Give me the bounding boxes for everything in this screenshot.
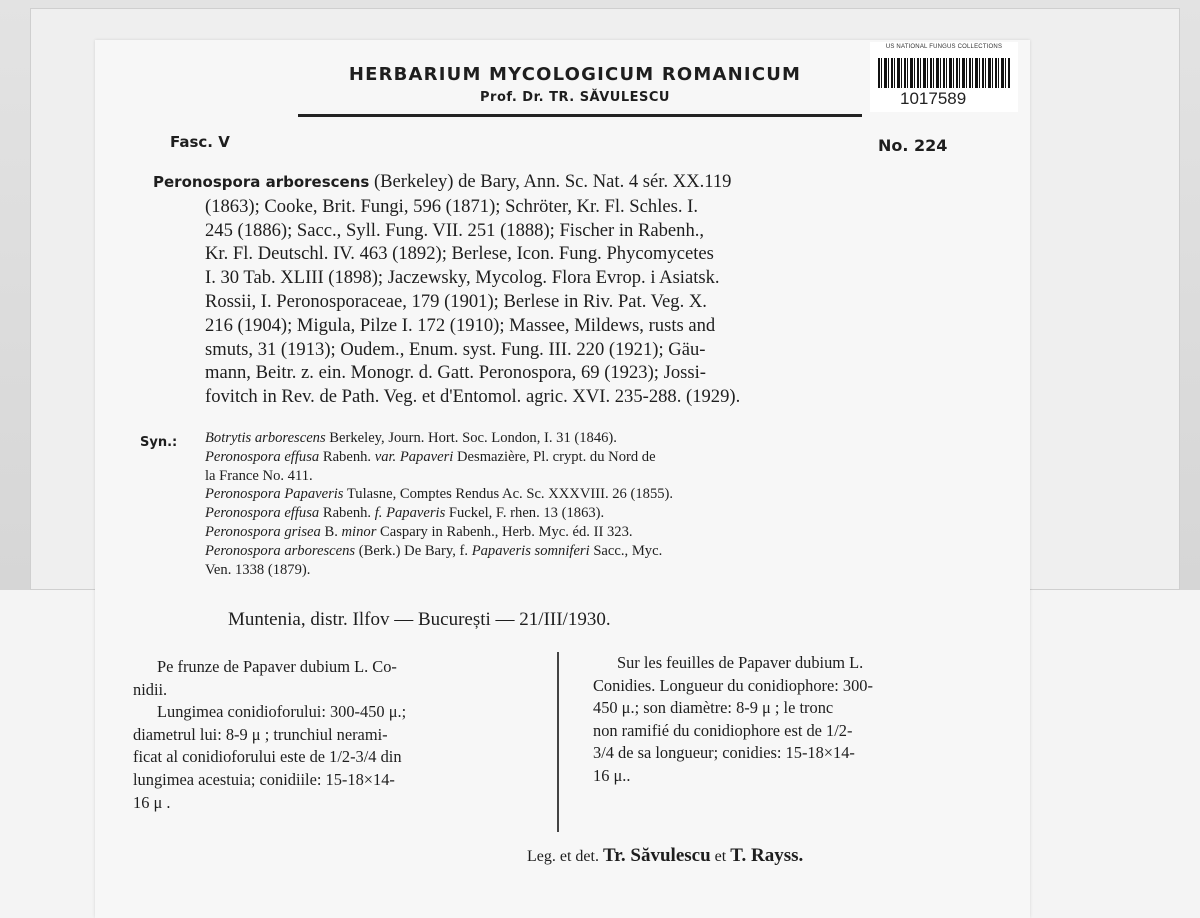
column-divider <box>557 652 559 832</box>
literature-line: fovitch in Rev. de Path. Veg. et d'Entomol. agric. XVI. 235-288. (1929). <box>205 386 741 408</box>
synonyms-block <box>205 429 995 579</box>
collector-name: Tr. Săvulescu <box>602 845 711 866</box>
synonym-line: Peronospora Papaveris Tulasne, Comptes Rendus Ac. Sc. XXXVIII. 26 (1855). <box>205 486 674 503</box>
description-line: lungimea acestuia; conidiile: 15-18×14- <box>133 769 395 789</box>
locality-line: Muntenia, distr. Ilfov — București — 21/III/1930. <box>228 609 611 630</box>
description-line: non ramifié du conidiophore est de 1/2- <box>593 720 853 740</box>
description-line: 16 μ . <box>133 792 171 812</box>
collectors-line: Leg. et det. Tr. Săvulescu et T. Rayss. <box>527 845 804 866</box>
description-line: Lungimea conidioforului: 300-450 μ.; <box>157 702 407 722</box>
description-romanian <box>133 656 543 814</box>
header-rule <box>298 114 862 117</box>
synonym-line: Botrytis arborescens Berkeley, Journ. Hort. Soc. London, I. 31 (1846). <box>205 430 617 446</box>
specimen-number: No. 224 <box>878 136 948 155</box>
synonym-line: Peronospora effusa Rabenh. var. Papaveri Desmazière, Pl. crypt. du Nord de <box>205 448 656 465</box>
literature-line: smuts, 31 (1913); Oudem., Enum. syst. Fung. III. 220 (1921); Gäu- <box>205 338 706 360</box>
description-line: diametrul lui: 8-9 μ ; trunchiul nerami- <box>133 724 388 744</box>
description-french <box>593 652 993 788</box>
description-line: ficat al conidioforului este de 1/2-3/4 din <box>133 747 402 767</box>
description-line: Conidies. Longueur du conidiophore: 300- <box>593 675 873 695</box>
literature-line: 216 (1904); Migula, Pilze I. 172 (1910); Massee, Mildews, rusts and <box>205 314 716 336</box>
barcode-sticker <box>870 42 1018 112</box>
description-line: 3/4 de sa longueur; conidies: 15-18×14- <box>593 743 855 763</box>
literature-line: Kr. Fl. Deutschl. IV. 463 (1892); Berlese, Icon. Fung. Phycomycetes <box>205 243 714 265</box>
literature-line: Peronospora arborescens (Berkeley) de Bary, Ann. Sc. Nat. 4 sér. XX.119 <box>153 171 732 192</box>
description-line: 450 μ.; son diamètre: 8-9 μ ; le tronc <box>593 698 834 718</box>
synonym-line: Peronospora arborescens (Berk.) De Bary, f. Papaveris somniferi Sacc., Myc. <box>205 542 663 559</box>
literature-line: I. 30 Tab. XLIII (1898); Jaczewsky, Mycolog. Flora Evrop. i Asiatsk. <box>205 267 720 289</box>
description-line: 16 μ.. <box>593 765 631 785</box>
barcode-number: 1017589 <box>900 89 967 108</box>
literature-line: Rossii, I. Peronosporaceae, 179 (1901); Berlese in Riv. Pat. Veg. X. <box>205 290 707 312</box>
literature-block <box>153 170 983 409</box>
synonym-line: la France No. 411. <box>205 467 313 484</box>
herbarium-subtitle: Prof. Dr. TR. SĂVULESCU <box>480 90 670 105</box>
species-name: Peronospora arborescens <box>153 173 370 191</box>
synonym-line: Peronospora grisea B. minor Caspary in Rabenh., Herb. Myc. éd. II 323. <box>205 523 633 540</box>
literature-line: mann, Beitr. z. ein. Monogr. d. Gatt. Peronospora, 69 (1923); Jossi- <box>205 362 706 384</box>
description-line: Sur les feuilles de Papaver dubium L. <box>617 653 864 672</box>
synonym-line: Ven. 1338 (1879). <box>205 561 311 578</box>
literature-line: 245 (1886); Sacc., Syll. Fung. VII. 251 (1888); Fischer in Rabenh., <box>205 219 705 241</box>
literature-line: (1863); Cooke, Brit. Fungi, 596 (1871); Schröter, Kr. Fl. Schles. I. <box>205 195 698 217</box>
fascicle-label: Fasc. V <box>170 133 230 151</box>
synonyms-label: Syn.: <box>140 435 178 450</box>
barcode-bars-icon <box>878 58 1010 88</box>
description-line: Pe frunze de Papaver dubium L. Co- <box>157 657 397 676</box>
description-line: nidii. <box>133 679 168 699</box>
collector-name: T. Rayss. <box>730 845 804 866</box>
synonym-line: Peronospora effusa Rabenh. f. Papaveris Fuckel, F. rhen. 13 (1863). <box>205 505 605 522</box>
barcode-caption: US NATIONAL FUNGUS COLLECTIONS <box>885 44 1003 50</box>
herbarium-title: HERBARIUM MYCOLOGICUM ROMANICUM <box>348 64 802 85</box>
